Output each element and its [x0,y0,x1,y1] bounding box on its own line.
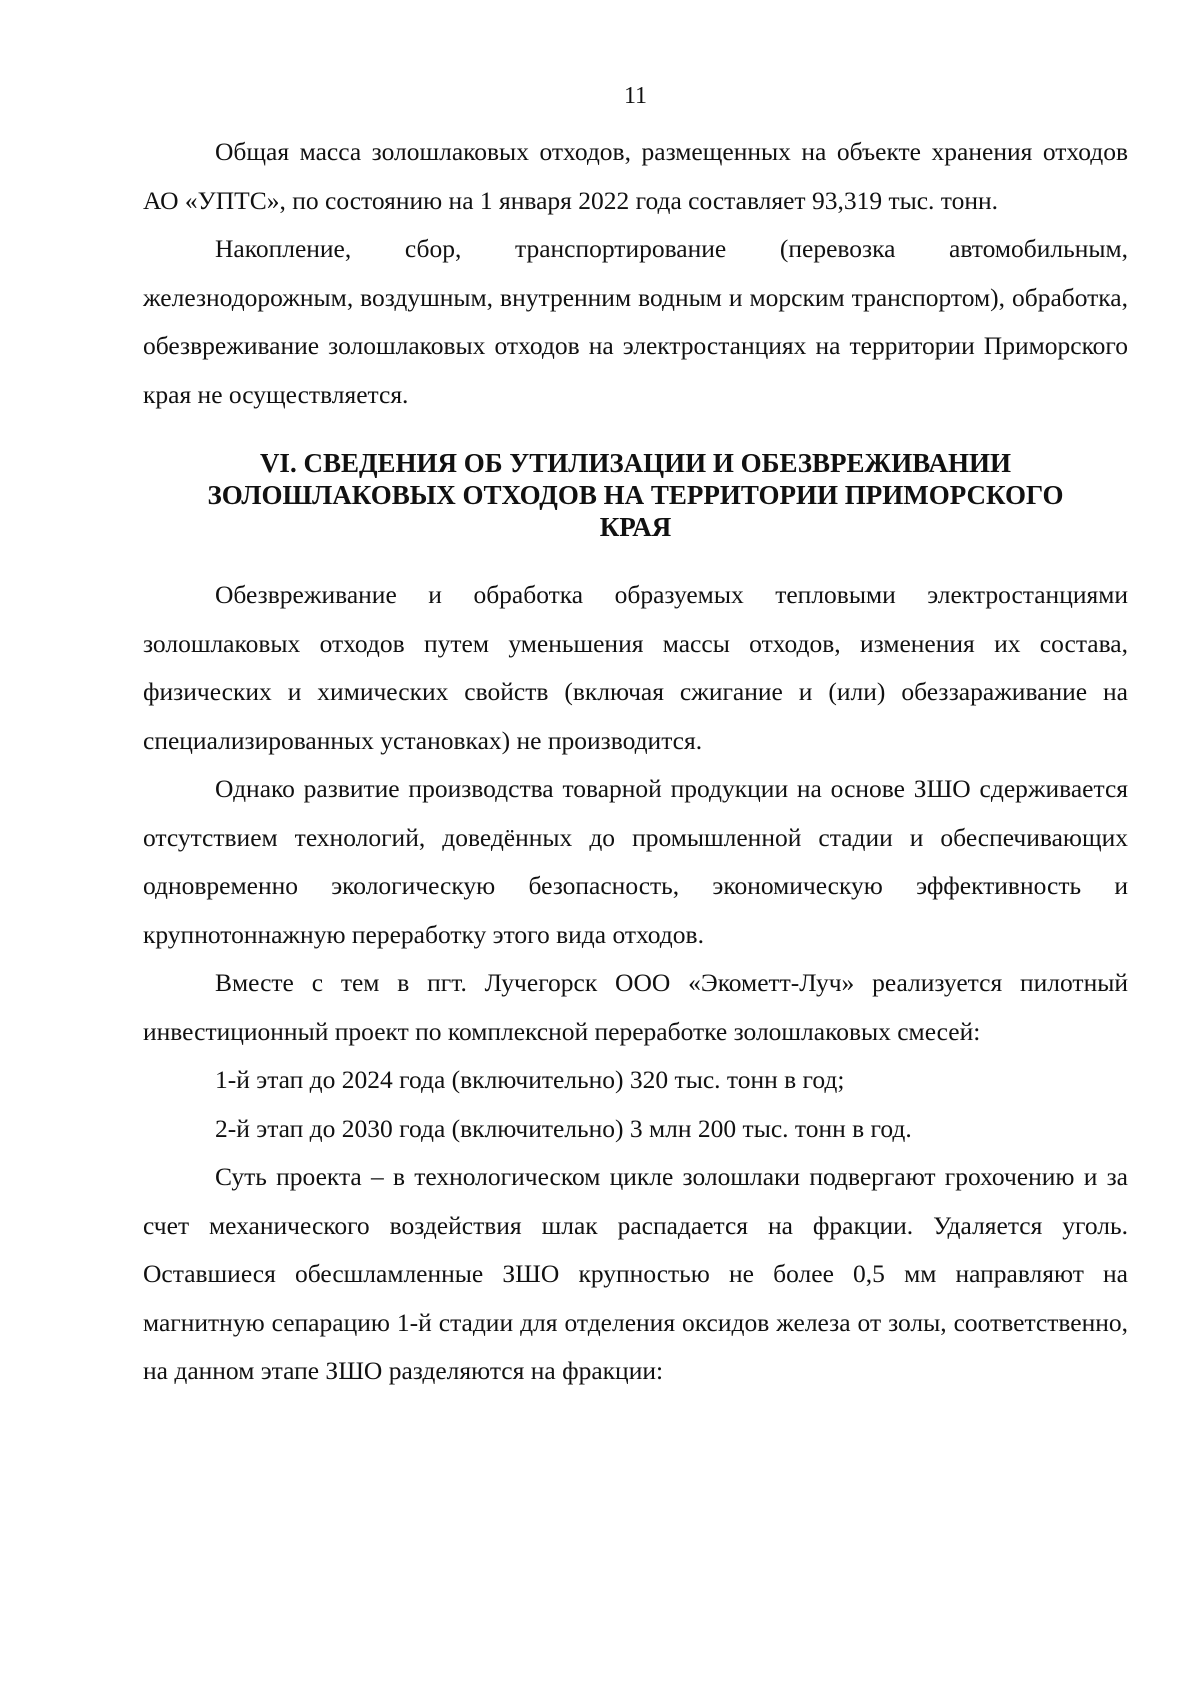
paragraph-development: Однако развитие производства товарной продукции на основе ЗШО сдерживается отсутствием технологий, доведённых до промышленной стадии и обеспечивающих одновременно экологическую безопасность, экономическую эффективность и крупнотоннажную переработку этого вида отходов. [143,774,1128,949]
section-heading-line-2: ЗОЛОШЛАКОВЫХ ОТХОДОВ НА ТЕРРИТОРИИ ПРИМОРСКОГО [207,480,1064,510]
section-heading-line-1: VI. СВЕДЕНИЯ ОБ УТИЛИЗАЦИИ И ОБЕЗВРЕЖИВАНИИ [259,448,1012,478]
paragraph-accumulation: Накопление, сбор, транспортирование (перевозка автомобильным, железнодорожным, воздушным, внутренним водным и морским транспортом), обработка, обезвреживание золошлаковых отходов на электростанциях на территории Приморского края не осуществляется. [143,234,1128,409]
document-body [143,128,1128,1396]
paragraph-neutralization: Обезвреживание и обработка образуемых тепловыми электростанциями золошлаковых отходов путем уменьшения массы отходов, изменения их состава, физических и химических свойств (включая сжигание и (или) обеззараживание на специализированных установках) не производится. [143,580,1128,755]
paragraph-project-essence: Суть проекта – в технологическом цикле золошлаки подвергают грохочению и за счет механического воздействия шлак распадается на фракции. Удаляется уголь. Оставшиеся обесшламленные ЗШО крупностью не более 0,5 мм направляют на магнитную сепарацию 1-й стадии для отделения оксидов железа от золы, соответственно, на данном этапе ЗШО разделяются на фракции: [143,1162,1128,1385]
list-item-stage-2: 2-й этап до 2030 года (включительно) 3 млн 200 тыс. тонн в год. [215,1113,912,1143]
section-heading [143,447,1128,543]
paragraph-total-mass: Общая масса золошлаковых отходов, размещенных на объекте хранения отходов АО «УПТС», по состоянию на 1 января 2022 года составляет 93,319 тыс. тонн. [143,137,1128,215]
paragraph-pilot-project: Вместе с тем в пгт. Лучегорск ООО «Экометт-Луч» реализуется пилотный инвестиционный проект по комплексной переработке золошлаковых смесей: [143,968,1128,1046]
page-number: 11 [623,83,648,109]
list-item-stage-1: 1-й этап до 2024 года (включительно) 320 тыс. тонн в год; [215,1065,845,1094]
section-heading-line-3: КРАЯ [599,512,672,542]
